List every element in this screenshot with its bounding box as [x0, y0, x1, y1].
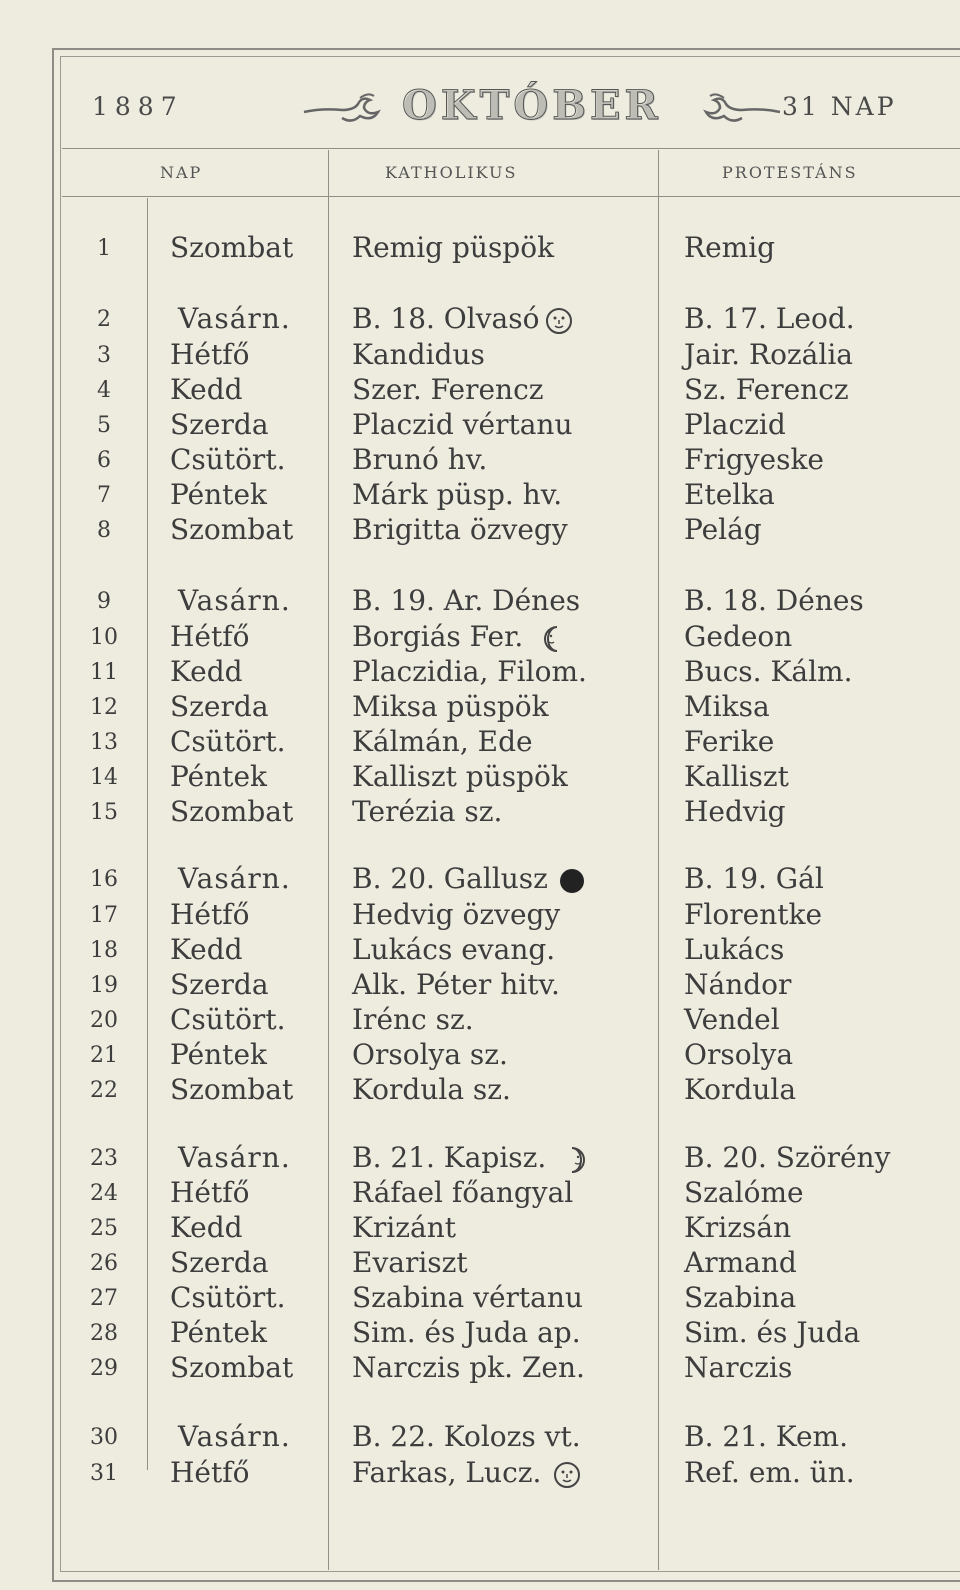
catholic-name: Alk. Péter hitv.	[352, 968, 560, 1001]
table-row	[0, 231, 960, 267]
catholic-name: Brunó hv.	[352, 443, 488, 476]
protestant-name: Ref. em. ün.	[684, 1456, 855, 1489]
weekday: Péntek	[170, 1038, 267, 1071]
catholic-name: Szer. Ferencz	[352, 373, 544, 406]
catholic-name	[352, 1456, 581, 1489]
weekday: Csütört.	[170, 725, 286, 758]
catholic-name: Placzid vértanu	[352, 408, 573, 441]
catholic-name: Evariszt	[352, 1246, 468, 1279]
table-row	[0, 1316, 960, 1352]
weekday: Hétfő	[170, 898, 250, 931]
day-number: 18	[90, 938, 118, 963]
table-row	[0, 1246, 960, 1282]
protestant-name: Miksa	[684, 690, 770, 723]
protestant-name: Vendel	[684, 1003, 780, 1036]
table-row	[0, 513, 960, 549]
header-rule-top	[62, 148, 960, 149]
day-number: 26	[90, 1251, 118, 1276]
table-row	[0, 898, 960, 934]
protestant-name: B. 18. Dénes	[684, 584, 864, 617]
weekday: Vasárn.	[178, 1420, 291, 1453]
catholic-name: Miksa püspök	[352, 690, 549, 723]
catholic-name: Hedvig özvegy	[352, 898, 561, 931]
catholic-name: Márk püsp. hv.	[352, 478, 563, 511]
day-number: 28	[90, 1321, 118, 1346]
weekday: Vasárn.	[178, 302, 291, 335]
table-row	[0, 968, 960, 1004]
day-number: 27	[90, 1286, 118, 1311]
day-number: 29	[90, 1356, 118, 1381]
weekday: Szombat	[170, 795, 294, 828]
protestant-name: Sim. és Juda	[684, 1316, 861, 1349]
catholic-name: Kalliszt püspök	[352, 760, 568, 793]
day-number: 31	[90, 1461, 118, 1486]
table-row	[0, 443, 960, 479]
day-number: 13	[90, 730, 118, 755]
table-row	[0, 795, 960, 831]
weekday: Szombat	[170, 231, 294, 264]
day-number: 23	[90, 1146, 118, 1171]
table-row	[0, 862, 960, 898]
catholic-name: Terézia sz.	[352, 795, 503, 828]
catholic-name: Kálmán, Ede	[352, 725, 533, 758]
catholic-name: Ráfael főangyal	[352, 1176, 574, 1209]
day-number: 5	[97, 413, 111, 438]
days-count: 31 NAP	[782, 92, 897, 121]
protestant-name: B. 19. Gál	[684, 862, 824, 895]
catholic-name: Remig püspök	[352, 231, 555, 264]
catholic-name: Narczis pk. Zen.	[352, 1351, 585, 1384]
last-quarter-moon-icon	[541, 625, 569, 653]
header-rule-bottom	[62, 196, 960, 197]
catholic-name	[352, 620, 569, 653]
catholic-name: Brigitta özvegy	[352, 513, 568, 546]
table-row	[0, 1073, 960, 1109]
table-row	[0, 725, 960, 761]
column-header-nap: NAP	[160, 163, 203, 182]
table-row	[0, 338, 960, 374]
table-row	[0, 1003, 960, 1039]
weekday: Szombat	[170, 513, 294, 546]
table-row	[0, 690, 960, 726]
protestant-name: Frigyeske	[684, 443, 824, 476]
weekday: Szerda	[170, 968, 269, 1001]
catholic-name: B. 19. Ar. Dénes	[352, 584, 581, 617]
weekday: Szerda	[170, 1246, 269, 1279]
weekday: Hétfő	[170, 620, 250, 653]
protestant-name: Placzid	[684, 408, 786, 441]
table-row	[0, 1141, 960, 1177]
right-flourish-icon	[702, 90, 782, 126]
protestant-name: Etelka	[684, 478, 775, 511]
protestant-name: Armand	[684, 1246, 797, 1279]
catholic-name	[352, 1141, 588, 1174]
day-number: 14	[90, 765, 118, 790]
table-row	[0, 1176, 960, 1212]
day-number: 30	[90, 1425, 118, 1450]
weekday: Kedd	[170, 933, 243, 966]
catholic-name: Orsolya sz.	[352, 1038, 508, 1071]
day-number: 21	[90, 1043, 118, 1068]
catholic-name: Lukács evang.	[352, 933, 556, 966]
column-header-protestans: PROTESTÁNS	[722, 163, 858, 182]
protestant-name: Orsolya	[684, 1038, 794, 1071]
protestant-name: Kalliszt	[684, 760, 789, 793]
catholic-name-text: Farkas, Lucz.	[352, 1456, 542, 1489]
weekday: Péntek	[170, 1316, 267, 1349]
day-number: 2	[97, 307, 111, 332]
column-header-katholikus: KATHOLIKUS	[385, 163, 518, 182]
weekday: Csütört.	[170, 1281, 286, 1314]
weekday: Szerda	[170, 690, 269, 723]
protestant-name: Jair. Rozália	[684, 338, 853, 371]
table-row	[0, 1456, 960, 1492]
table-row	[0, 1038, 960, 1074]
weekday: Szombat	[170, 1351, 294, 1384]
weekday: Péntek	[170, 478, 267, 511]
weekday: Kedd	[170, 1211, 243, 1244]
weekday: Kedd	[170, 655, 243, 688]
catholic-name-text: B. 18. Olvasó	[352, 302, 540, 335]
weekday: Szerda	[170, 408, 269, 441]
weekday: Hétfő	[170, 1456, 250, 1489]
catholic-name-text: Borgiás Fer.	[352, 620, 524, 653]
day-number: 20	[90, 1008, 118, 1033]
protestant-name: Szalóme	[684, 1176, 804, 1209]
calendar-title	[62, 70, 960, 136]
day-number: 1	[97, 236, 111, 261]
table-row	[0, 1420, 960, 1456]
weekday: Csütört.	[170, 443, 286, 476]
table-row	[0, 1281, 960, 1317]
table-row	[0, 1351, 960, 1387]
weekday: Hétfő	[170, 1176, 250, 1209]
day-number: 8	[97, 518, 111, 543]
weekday: Péntek	[170, 760, 267, 793]
weekday: Vasárn.	[178, 862, 291, 895]
new-moon-icon	[558, 867, 586, 895]
weekday: Kedd	[170, 373, 243, 406]
day-number: 11	[90, 660, 118, 685]
day-number: 4	[97, 378, 111, 403]
protestant-name: Gedeon	[684, 620, 793, 653]
protestant-name: Sz. Ferencz	[684, 373, 849, 406]
table-row	[0, 302, 960, 338]
weekday: Szombat	[170, 1073, 294, 1106]
table-row	[0, 478, 960, 514]
table-row	[0, 655, 960, 691]
catholic-name: Szabina vértanu	[352, 1281, 583, 1314]
day-number: 7	[97, 483, 111, 508]
day-number: 12	[90, 695, 118, 720]
month-title: OKTÓBER	[402, 82, 662, 129]
day-number: 17	[90, 903, 118, 928]
catholic-name: Irénc sz.	[352, 1003, 474, 1036]
catholic-name-text: B. 21. Kapisz.	[352, 1141, 547, 1174]
left-flourish-icon	[302, 90, 382, 126]
weekday: Csütört.	[170, 1003, 286, 1036]
protestant-name: Lukács	[684, 933, 785, 966]
day-number: 15	[90, 800, 118, 825]
table-row	[0, 584, 960, 620]
year-label: 1887	[92, 92, 184, 121]
catholic-name-text: B. 20. Gallusz	[352, 862, 548, 895]
protestant-name: Narczis	[684, 1351, 793, 1384]
table-row	[0, 620, 960, 656]
protestant-name: Florentke	[684, 898, 823, 931]
table-row	[0, 373, 960, 409]
weekday: Vasárn.	[178, 584, 291, 617]
catholic-name: Placzidia, Filom.	[352, 655, 587, 688]
day-number: 19	[90, 973, 118, 998]
day-number: 16	[90, 867, 118, 892]
protestant-name: Bucs. Kálm.	[684, 655, 853, 688]
protestant-name: Ferike	[684, 725, 775, 758]
protestant-name: B. 21. Kem.	[684, 1420, 848, 1453]
day-number: 6	[97, 448, 111, 473]
catholic-name: Kandidus	[352, 338, 485, 371]
catholic-name: Sim. és Juda ap.	[352, 1316, 581, 1349]
catholic-name	[352, 862, 586, 895]
protestant-name: B. 20. Szörény	[684, 1141, 891, 1174]
table-row	[0, 760, 960, 796]
protestant-name: Hedvig	[684, 795, 786, 828]
protestant-name: Szabina	[684, 1281, 797, 1314]
day-number: 25	[90, 1216, 118, 1241]
day-number: 10	[90, 625, 118, 650]
table-row	[0, 1211, 960, 1247]
protestant-name: Kordula	[684, 1073, 797, 1106]
protestant-name: Remig	[684, 231, 776, 264]
weekday: Vasárn.	[178, 1141, 291, 1174]
full-moon-face-icon	[553, 1461, 581, 1489]
first-quarter-moon-icon	[560, 1146, 588, 1174]
day-number: 9	[97, 589, 111, 614]
table-row	[0, 408, 960, 444]
protestant-name: Pelág	[684, 513, 762, 546]
day-number: 22	[90, 1078, 118, 1103]
catholic-name: B. 22. Kolozs vt.	[352, 1420, 581, 1453]
catholic-name: Kordula sz.	[352, 1073, 511, 1106]
catholic-name	[352, 302, 573, 335]
full-moon-face-icon	[545, 307, 573, 335]
protestant-name: Krizsán	[684, 1211, 792, 1244]
catholic-name: Krizánt	[352, 1211, 456, 1244]
protestant-name: B. 17. Leod.	[684, 302, 855, 335]
day-number: 24	[90, 1181, 118, 1206]
weekday: Hétfő	[170, 338, 250, 371]
protestant-name: Nándor	[684, 968, 792, 1001]
day-number: 3	[97, 343, 111, 368]
table-row	[0, 933, 960, 969]
